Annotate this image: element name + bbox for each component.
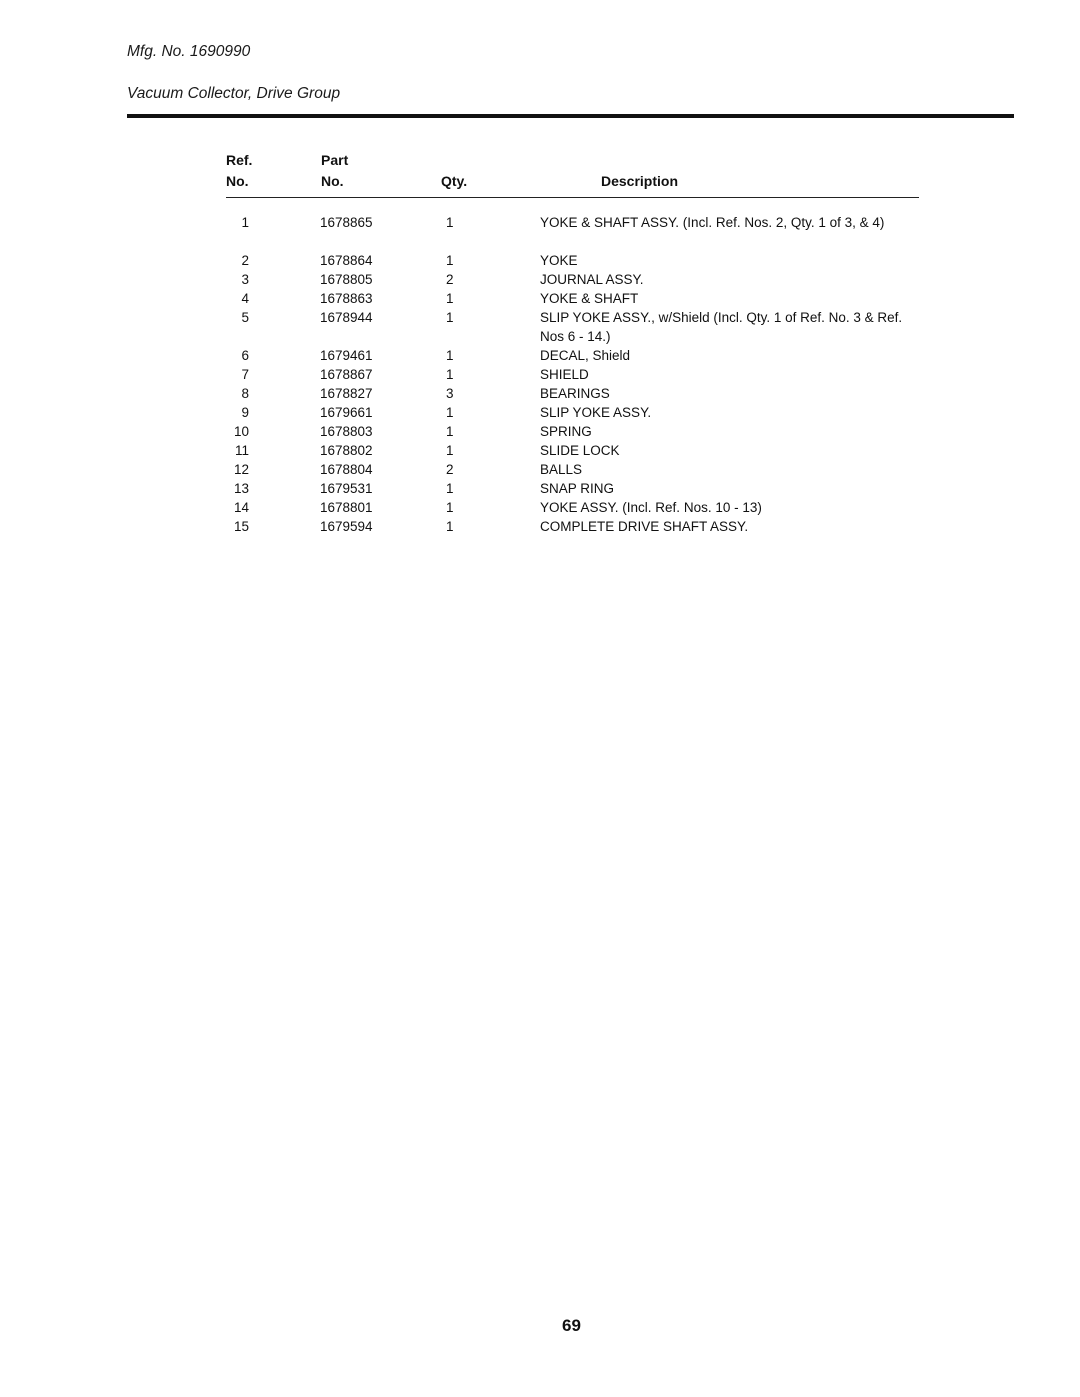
part-number: 1678801 — [320, 500, 373, 515]
description: SHIELD — [540, 367, 589, 382]
quantity: 3 — [446, 386, 454, 401]
table-row — [0, 403, 1080, 422]
table-row — [0, 289, 1080, 308]
ref-number: 1 — [241, 215, 249, 230]
part-number: 1679531 — [320, 481, 373, 496]
table-row — [0, 384, 1080, 403]
description: YOKE & SHAFT ASSY. (Incl. Ref. Nos. 2, Qty. 1 of 3, & 4) — [540, 215, 885, 230]
description: SLIDE LOCK — [540, 443, 620, 458]
table-row — [0, 308, 1080, 346]
table-row — [0, 346, 1080, 365]
quantity: 1 — [446, 443, 454, 458]
part-number: 1678803 — [320, 424, 373, 439]
part-number: 1678827 — [320, 386, 373, 401]
page-number: 69 — [562, 1316, 581, 1335]
ref-number: 11 — [234, 443, 249, 458]
column-header-description: Description — [601, 173, 679, 189]
ref-number: 3 — [241, 272, 249, 287]
quantity: 1 — [446, 500, 454, 515]
description: BEARINGS — [540, 386, 610, 401]
description: SPRING — [540, 424, 592, 439]
quantity: 2 — [446, 272, 454, 287]
part-number: 1678805 — [320, 272, 373, 287]
column-header-ref: Ref. — [226, 152, 253, 168]
ref-number: 14 — [233, 500, 249, 515]
quantity: 1 — [446, 291, 454, 306]
parts-table-body — [0, 213, 1080, 536]
manufacturer-number: Mfg. No. 1690990 — [127, 43, 251, 60]
quantity: 1 — [446, 367, 454, 382]
quantity: 1 — [446, 424, 454, 439]
table-header-rule — [226, 197, 919, 198]
quantity: 1 — [446, 519, 454, 534]
quantity: 1 — [446, 310, 454, 325]
quantity: 2 — [446, 462, 454, 477]
ref-number: 5 — [241, 310, 249, 325]
column-header-part: Part — [321, 152, 349, 168]
description: BALLS — [540, 462, 583, 477]
part-number: 1678864 — [320, 253, 373, 268]
ref-number: 6 — [241, 348, 249, 363]
table-row — [0, 441, 1080, 460]
quantity: 1 — [446, 215, 454, 230]
header-rule — [127, 114, 1014, 118]
description: DECAL, Shield — [540, 348, 631, 363]
part-number: 1679661 — [320, 405, 373, 420]
part-number: 1679594 — [320, 519, 373, 534]
description: SLIP YOKE ASSY. — [540, 405, 652, 420]
part-number: 1678867 — [320, 367, 373, 382]
column-header-part-no: No. — [321, 173, 344, 189]
quantity: 1 — [446, 481, 454, 496]
part-number: 1678804 — [320, 462, 373, 477]
ref-number: 9 — [241, 405, 249, 420]
table-row — [0, 251, 1080, 270]
column-header-qty: Qty. — [441, 173, 468, 189]
part-number: 1678863 — [320, 291, 373, 306]
description: YOKE ASSY. (Incl. Ref. Nos. 10 - 13) — [540, 500, 762, 515]
description: COMPLETE DRIVE SHAFT ASSY. — [540, 519, 749, 534]
table-row — [0, 365, 1080, 384]
description: SNAP RING — [540, 481, 615, 496]
table-row — [0, 479, 1080, 498]
table-row — [0, 213, 1080, 251]
ref-number: 7 — [241, 367, 249, 382]
description: YOKE & SHAFT — [540, 291, 639, 306]
ref-number: 2 — [241, 253, 249, 268]
part-number: 1679461 — [320, 348, 373, 363]
table-row — [0, 517, 1080, 536]
part-number: 1678865 — [320, 215, 373, 230]
ref-number: 4 — [241, 291, 249, 306]
table-row — [0, 460, 1080, 479]
table-row — [0, 498, 1080, 517]
ref-number: 13 — [233, 481, 249, 496]
quantity: 1 — [446, 348, 454, 363]
part-number: 1678944 — [320, 310, 373, 325]
column-header-ref-no: No. — [226, 173, 249, 189]
table-row — [0, 422, 1080, 441]
ref-number: 10 — [233, 424, 249, 439]
table-row — [0, 270, 1080, 289]
description: SLIP YOKE ASSY., w/Shield (Incl. Qty. 1 of Ref. No. 3 & Ref. Nos 6 - 14.) — [540, 310, 903, 344]
ref-number: 12 — [233, 462, 249, 477]
description: JOURNAL ASSY. — [540, 272, 644, 287]
quantity: 1 — [446, 253, 454, 268]
description: YOKE — [540, 253, 578, 268]
ref-number: 8 — [241, 386, 249, 401]
ref-number: 15 — [233, 519, 249, 534]
part-number: 1678802 — [320, 443, 373, 458]
group-title: Vacuum Collector, Drive Group — [127, 85, 341, 102]
quantity: 1 — [446, 405, 454, 420]
